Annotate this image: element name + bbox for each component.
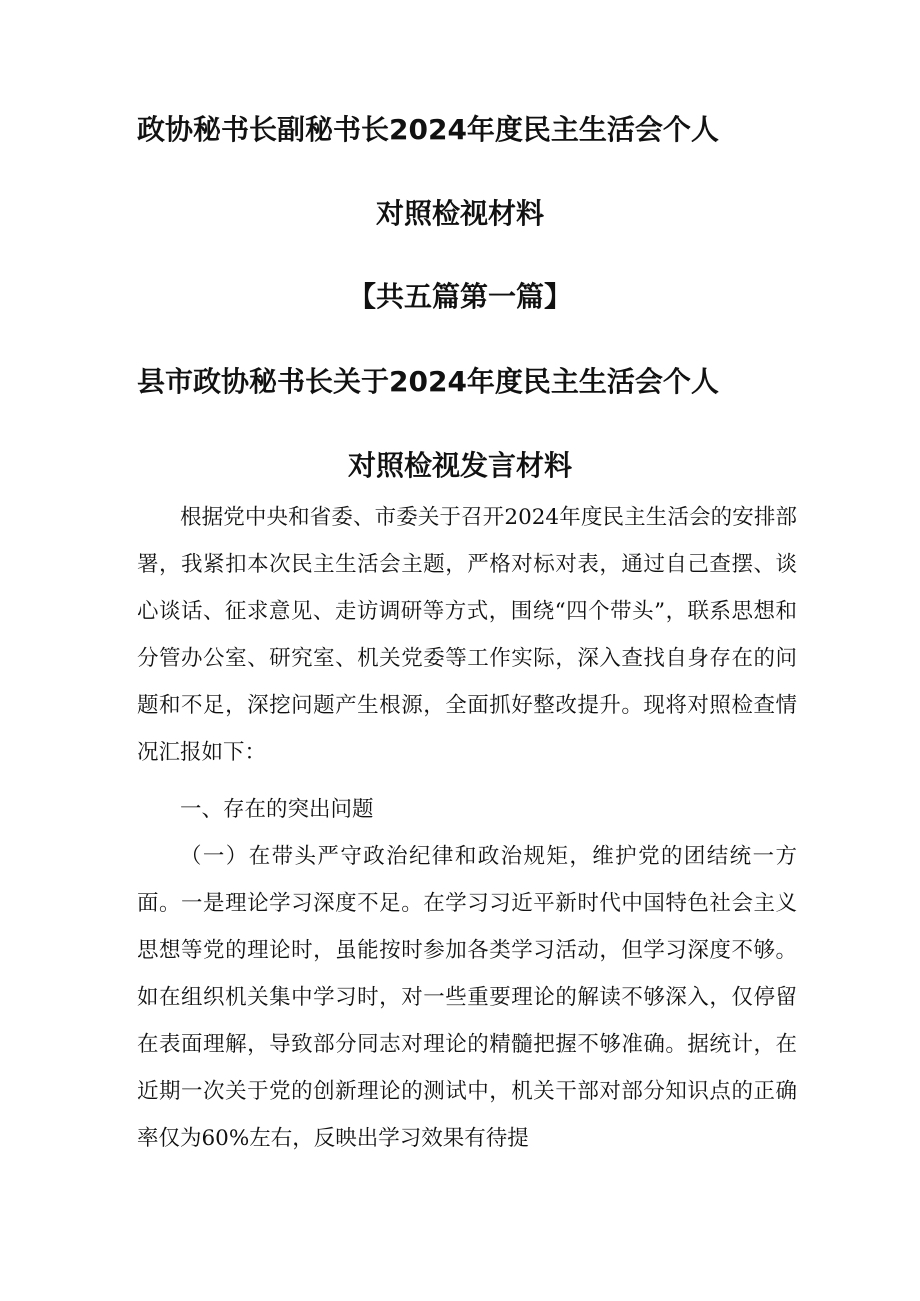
series-label: 【共五篇第一篇】 [347,280,572,313]
section-heading-block [137,786,797,833]
intro-paragraph: 根据党中央和省委、市委关于召开2024年度民主生活会的安排部署，我紧扣本次民主生活会主题，严格对标对表，通过自己查摆、谈心谈话、征求意见、走访调研等方式，围绕“四个带头”，联系思想和分管办公室、研究室、机关党委等工作实际，深入查找自身存在的问题和不足，深挖问题产生根源，全面抓好整改提升。现将对照检查情况汇报如下： [137,505,797,765]
section-paragraph-block [137,833,797,1162]
document-subtitle-line-2: 对照检视发言材料 [347,449,572,482]
section-1-paragraph: （一）在带头严守政治纪律和政治规矩，维护党的团结统一方面。一是理论学习深度不足。在学习习近平新时代中国特色社会主义思想等党的理论时，虽能按时参加各类学习活动，但学习深度不够。如在组织机关集中学习时，对一些重要理论的解读不够深入，仅停留在表面理解，导致部分同志对理论的精髓把握不够准确。据统计，在近期一次关于党的创新理论的测试中，机关干部对部分知识点的正确率仅为60%左右，反映出学习效果有待提 [137,844,797,1151]
section-heading-1: 一、存在的突出问题 [180,797,374,822]
document-title-line-2: 对照检视材料 [375,197,544,230]
intro-paragraph-block [137,494,797,776]
document-title-line-1: 政协秘书长副秘书长2024年度民主生活会个人 [137,113,719,146]
document-subtitle-line-1: 县市政协秘书长关于2024年度民主生活会个人 [137,365,719,398]
